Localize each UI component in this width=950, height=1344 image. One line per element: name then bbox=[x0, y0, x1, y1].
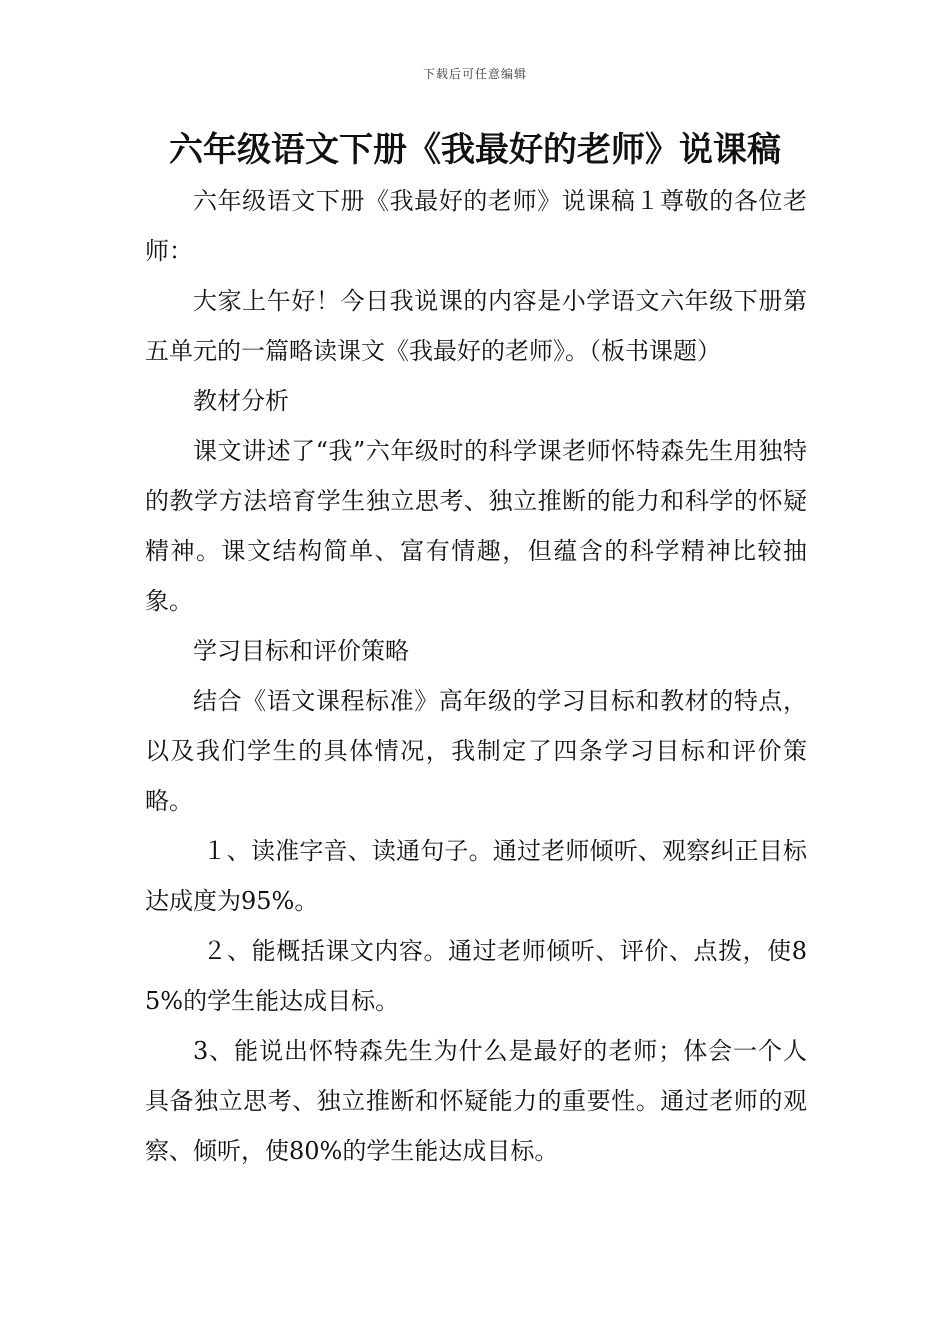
list-item-goal-3: 3、能说出怀特森先生为什么是最好的老师；体会一个人具备独立思考、独立推断和怀疑能力的重要性。通过老师的观察、倾听，使80%的学生能达成目标。 bbox=[145, 1037, 807, 1165]
section-heading-learning-goals: 学习目标和评价策略 bbox=[193, 637, 409, 665]
document-body bbox=[145, 176, 807, 1176]
document-title: 六年级语文下册《我最好的老师》说课稿 bbox=[169, 130, 781, 170]
paragraph-greeting: 六年级语文下册《我最好的老师》说课稿１尊敬的各位老师： bbox=[145, 187, 807, 265]
list-item-goal-1: １、读准字音、读通句子。通过老师倾听、观察纠正目标达成度为95%。 bbox=[145, 837, 807, 915]
list-item-goal-2: ２、能概括课文内容。通过老师倾听、评价、点拨，使85%的学生能达成目标。 bbox=[145, 937, 807, 1015]
paragraph-intro: 大家上午好！今日我说课的内容是小学语文六年级下册第五单元的一篇略读课文《我最好的老师》。（板书课题） bbox=[145, 287, 807, 365]
header-note: 下载后可任意编辑 bbox=[422, 67, 527, 81]
paragraph-material-analysis: 课文讲述了“我”六年级时的科学课老师怀特森先生用独特的教学方法培育学生独立思考、独立推断的能力和科学的怀疑精神。课文结构简单、富有情趣，但蕴含的科学精神比较抽象。 bbox=[145, 437, 807, 615]
section-heading-material-analysis: 教材分析 bbox=[193, 387, 289, 415]
paragraph-learning-goals: 结合《语文课程标准》高年级的学习目标和教材的特点，以及我们学生的具体情况，我制定了四条学习目标和评价策略。 bbox=[145, 687, 807, 815]
